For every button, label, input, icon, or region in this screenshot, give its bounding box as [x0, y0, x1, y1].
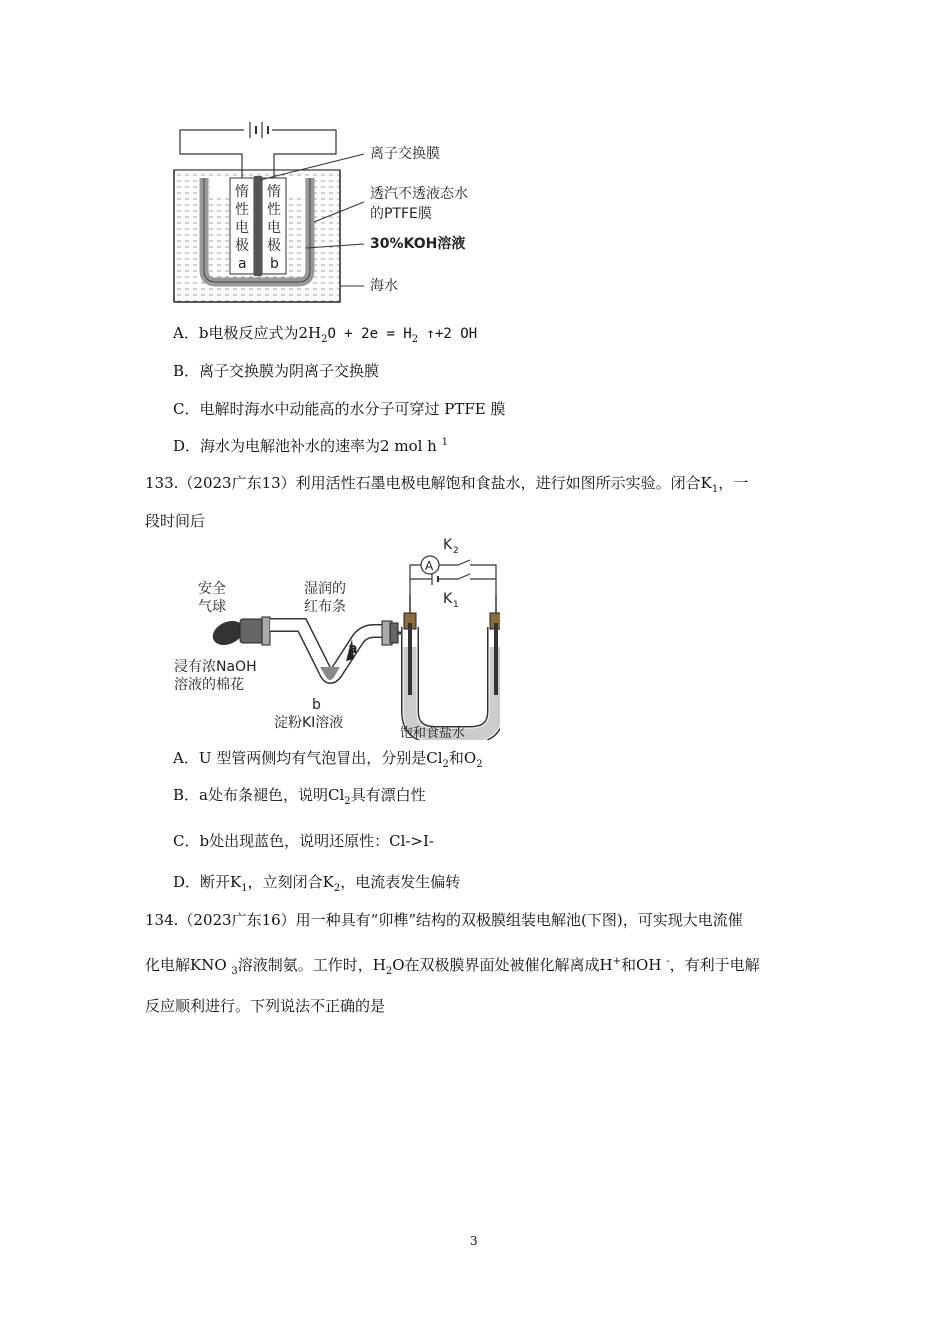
- q133-option-b-label: B．: [173, 786, 200, 804]
- q133-stem-line1: [145, 473, 748, 493]
- q132-option-a-sub1: 2: [321, 334, 328, 345]
- q132-option-c-label: C．: [173, 400, 200, 418]
- q133-option-d-label: D．: [173, 873, 201, 891]
- q134-line2-sub-a: 3: [231, 966, 238, 977]
- q133-option-b-text2: 具有漂白性: [350, 786, 426, 804]
- label-ptfe-line1: 透汽不透液态水: [370, 186, 468, 202]
- q133-option-d-text1: 断开K: [200, 873, 242, 891]
- q133-option-a: [173, 748, 483, 768]
- label-seawater: 海水: [370, 278, 398, 294]
- q132-option-a-text1: b电极反应式为2H: [198, 324, 322, 342]
- q134-line2-sup-a: +: [612, 956, 622, 967]
- q134-stem-line1: 134.（2023广东16）用一种具有“卯榫”结构的双极膜组装电解池(下图)，可实现大电流催: [145, 911, 743, 929]
- ammeter-label: A: [425, 559, 434, 573]
- q133-stem-text-b: ，一: [718, 474, 749, 492]
- q132-option-a: [173, 323, 477, 344]
- label-cotton-line2: 溶液的棉花: [174, 677, 244, 693]
- q132-option-b-label: B．: [173, 362, 200, 380]
- q132-option-d: [173, 436, 448, 456]
- q133-option-d: [173, 872, 460, 892]
- electrode-a-char-3: 电: [235, 220, 249, 236]
- electrode-b-char-2: 性: [267, 202, 281, 218]
- q132-option-d-sup: 1: [441, 437, 448, 448]
- q133-option-a-sub2: 2: [476, 759, 483, 770]
- q132-option-a-sub2: 2: [411, 334, 419, 345]
- electrode-b-char-1: 惰: [267, 184, 281, 200]
- q133-option-a-sub1: 2: [442, 759, 449, 770]
- q133-option-b: [173, 785, 426, 805]
- q134-line2-text-d: 和OH: [621, 956, 667, 974]
- q132-option-a-label: A．: [173, 324, 199, 342]
- switch-k1-sub: 1: [453, 600, 459, 610]
- electrode-b-char-4: 极: [267, 238, 281, 254]
- q134-line2-sub-b: 2: [385, 966, 393, 977]
- electrode-a-char-1: 惰: [235, 184, 249, 200]
- label-starch-ki: 淀粉KI溶液: [274, 715, 344, 731]
- q134-stem-line2: [145, 955, 760, 975]
- switch-k2-sub: 2: [453, 546, 459, 556]
- switch-k2-label: K: [443, 537, 453, 553]
- q133-option-a-text2: 和O: [448, 749, 477, 767]
- electrode-a-char-5: a: [238, 256, 247, 272]
- label-balloon-line1: 安全: [198, 581, 226, 597]
- q134-line2-text-e: ，有利于电解: [669, 956, 760, 974]
- q133-option-c: [173, 831, 434, 851]
- q134-line2-text-c: O在双极膜界面处被催化解离成H: [392, 956, 613, 974]
- page-number: 3: [470, 1234, 478, 1248]
- label-cotton-line1: 浸有浓NaOH: [174, 659, 257, 675]
- q132-option-a-text2: O + 2e = H: [327, 326, 412, 342]
- label-koh-solution: 30%KOH溶液: [370, 236, 466, 252]
- q133-stem-text: 133.（2023广东13）利用活性石墨电极电解饱和食盐水，进行如图所示实验。闭合K: [145, 474, 712, 492]
- label-strip-line1: 湿润的: [304, 581, 346, 597]
- q133-option-d-sub2: 2: [333, 883, 341, 894]
- q134-line2-text-b: 溶液制氨。工作时，H: [237, 956, 386, 974]
- label-ptfe-line2: 的PTFE膜: [370, 206, 432, 222]
- q132-option-a-text3: ↑+2 OH: [418, 326, 478, 342]
- q132-option-b: [173, 361, 379, 381]
- electrode-a-char-2: 性: [235, 202, 249, 218]
- figure-chlorine-experiment: [170, 535, 500, 740]
- label-saturated-brine: 饱和食盐水: [400, 726, 466, 740]
- q134-stem-line3: 反应顺利进行。下列说法不正确的是: [145, 997, 386, 1015]
- q133-option-c-text: b处出现蓝色，说明还原性：Cl->I-: [199, 832, 434, 850]
- q133-option-b-sub1: 2: [344, 796, 351, 807]
- q133-option-a-text1: U 型管两侧均有气泡冒出，分别是Cl: [198, 749, 443, 767]
- q133-option-b-text1: a处布条褪色，说明Cl: [199, 786, 345, 804]
- label-strip-line2: 红布条: [304, 599, 346, 615]
- q133-option-a-label: A．: [173, 749, 199, 767]
- q134-line2-text-a: 化电解KNO: [145, 956, 232, 974]
- label-b: b: [312, 697, 321, 713]
- q132-option-d-text: 海水为电解池补水的速率为2 mol h: [200, 437, 442, 455]
- switch-k1-label: K: [443, 591, 453, 607]
- q132-option-b-text: 离子交换膜为阴离子交换膜: [199, 362, 380, 380]
- q132-option-c: [173, 399, 505, 419]
- figure-electrolysis-cell: [160, 118, 520, 308]
- q132-option-d-label: D．: [173, 437, 201, 455]
- electrode-b-char-3: 电: [267, 220, 281, 236]
- q133-option-d-sub1: 1: [241, 883, 248, 894]
- q133-stem-sub: 1: [711, 484, 719, 495]
- q134-line2-sup-b: -: [666, 956, 670, 967]
- label-ion-exchange-membrane: 离子交换膜: [370, 146, 440, 162]
- q133-option-c-label: C．: [173, 832, 200, 850]
- label-balloon-line2: 气球: [198, 599, 226, 615]
- q132-option-c-text: 电解时海水中动能高的水分子可穿过 PTFE 膜: [199, 400, 506, 418]
- electrode-a-char-4: 极: [235, 238, 249, 254]
- electrode-b-char-5: b: [270, 256, 279, 272]
- label-a: a: [348, 641, 358, 657]
- q133-option-d-text3: ，电流表发生偏转: [340, 873, 461, 891]
- q133-option-d-text2: ，立刻闭合K: [247, 873, 334, 891]
- q133-stem-line2: 段时间后: [145, 512, 206, 530]
